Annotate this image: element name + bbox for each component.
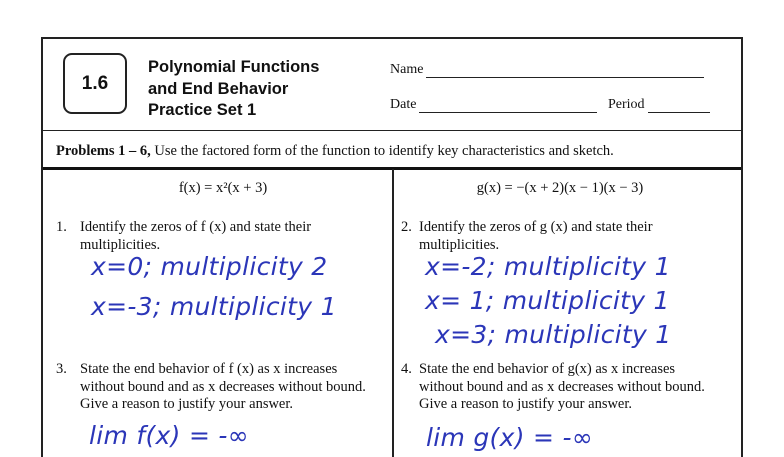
title-line-3: Practice Set 1 [148,101,257,119]
column-divider [392,169,394,457]
answer-1-line-1: x=0; multiplicity 2 [91,252,328,281]
instructions-text: Use the factored form of the function to identify key characteristics and sketch. [154,143,614,159]
problem-1-text: Identify the zeros of f (x) and state their multiplicities. [80,219,312,253]
problem-1-number: 1. [56,219,67,235]
worksheet-title [148,57,319,122]
answer-4-partial: lim g(x) = -∞ [426,423,593,452]
answer-2-line-1: x=-2; multiplicity 1 [425,252,671,281]
date-line[interactable] [419,98,597,113]
date-field[interactable] [390,97,597,113]
period-field[interactable] [608,97,710,113]
problem-1 [56,219,376,254]
problem-2 [401,219,721,254]
title-line-1: Polynomial Functions [148,58,320,76]
answer-2-line-3: x=3; multiplicity 1 [435,320,672,349]
problem-2-text: Identify the zeros of g (x) and state their multiplicities. [419,219,653,253]
header-divider [43,130,741,131]
answer-1-line-2: x=-3; multiplicity 1 [91,292,337,321]
problem-3 [56,361,376,414]
instructions-label: Problems 1 – 6, [56,143,151,159]
instructions [56,143,614,160]
name-line[interactable] [426,63,704,78]
function-g: g(x) = −(x + 2)(x − 1)(x − 3) [476,180,644,196]
worksheet [41,37,743,457]
answer-3-partial: lim f(x) = -∞ [89,421,249,450]
function-f: f(x) = x²(x + 3) [178,180,268,196]
problem-3-text: State the end behavior of f (x) as x increases without bound and as x decreases without bound. Give a reason to justify your answer. [80,361,366,412]
problem-4-number: 4. [401,361,412,377]
answer-2-line-2: x= 1; multiplicity 1 [425,286,670,315]
title-line-2: and End Behavior [148,79,289,98]
date-label: Date [390,97,417,112]
lesson-number: 1.6 [81,72,109,94]
problem-3-number: 3. [56,361,67,377]
problem-2-number: 2. [401,219,412,235]
problem-4-text: State the end behavior of g(x) as x increases without bound and as x decreases without bound. Give a reason to justify your answer. [419,361,705,412]
name-field[interactable] [390,62,704,78]
problem-4 [401,361,721,414]
period-label: Period [608,97,645,112]
name-label: Name [390,62,424,77]
period-line[interactable] [648,98,710,113]
lesson-number-box [63,53,127,114]
